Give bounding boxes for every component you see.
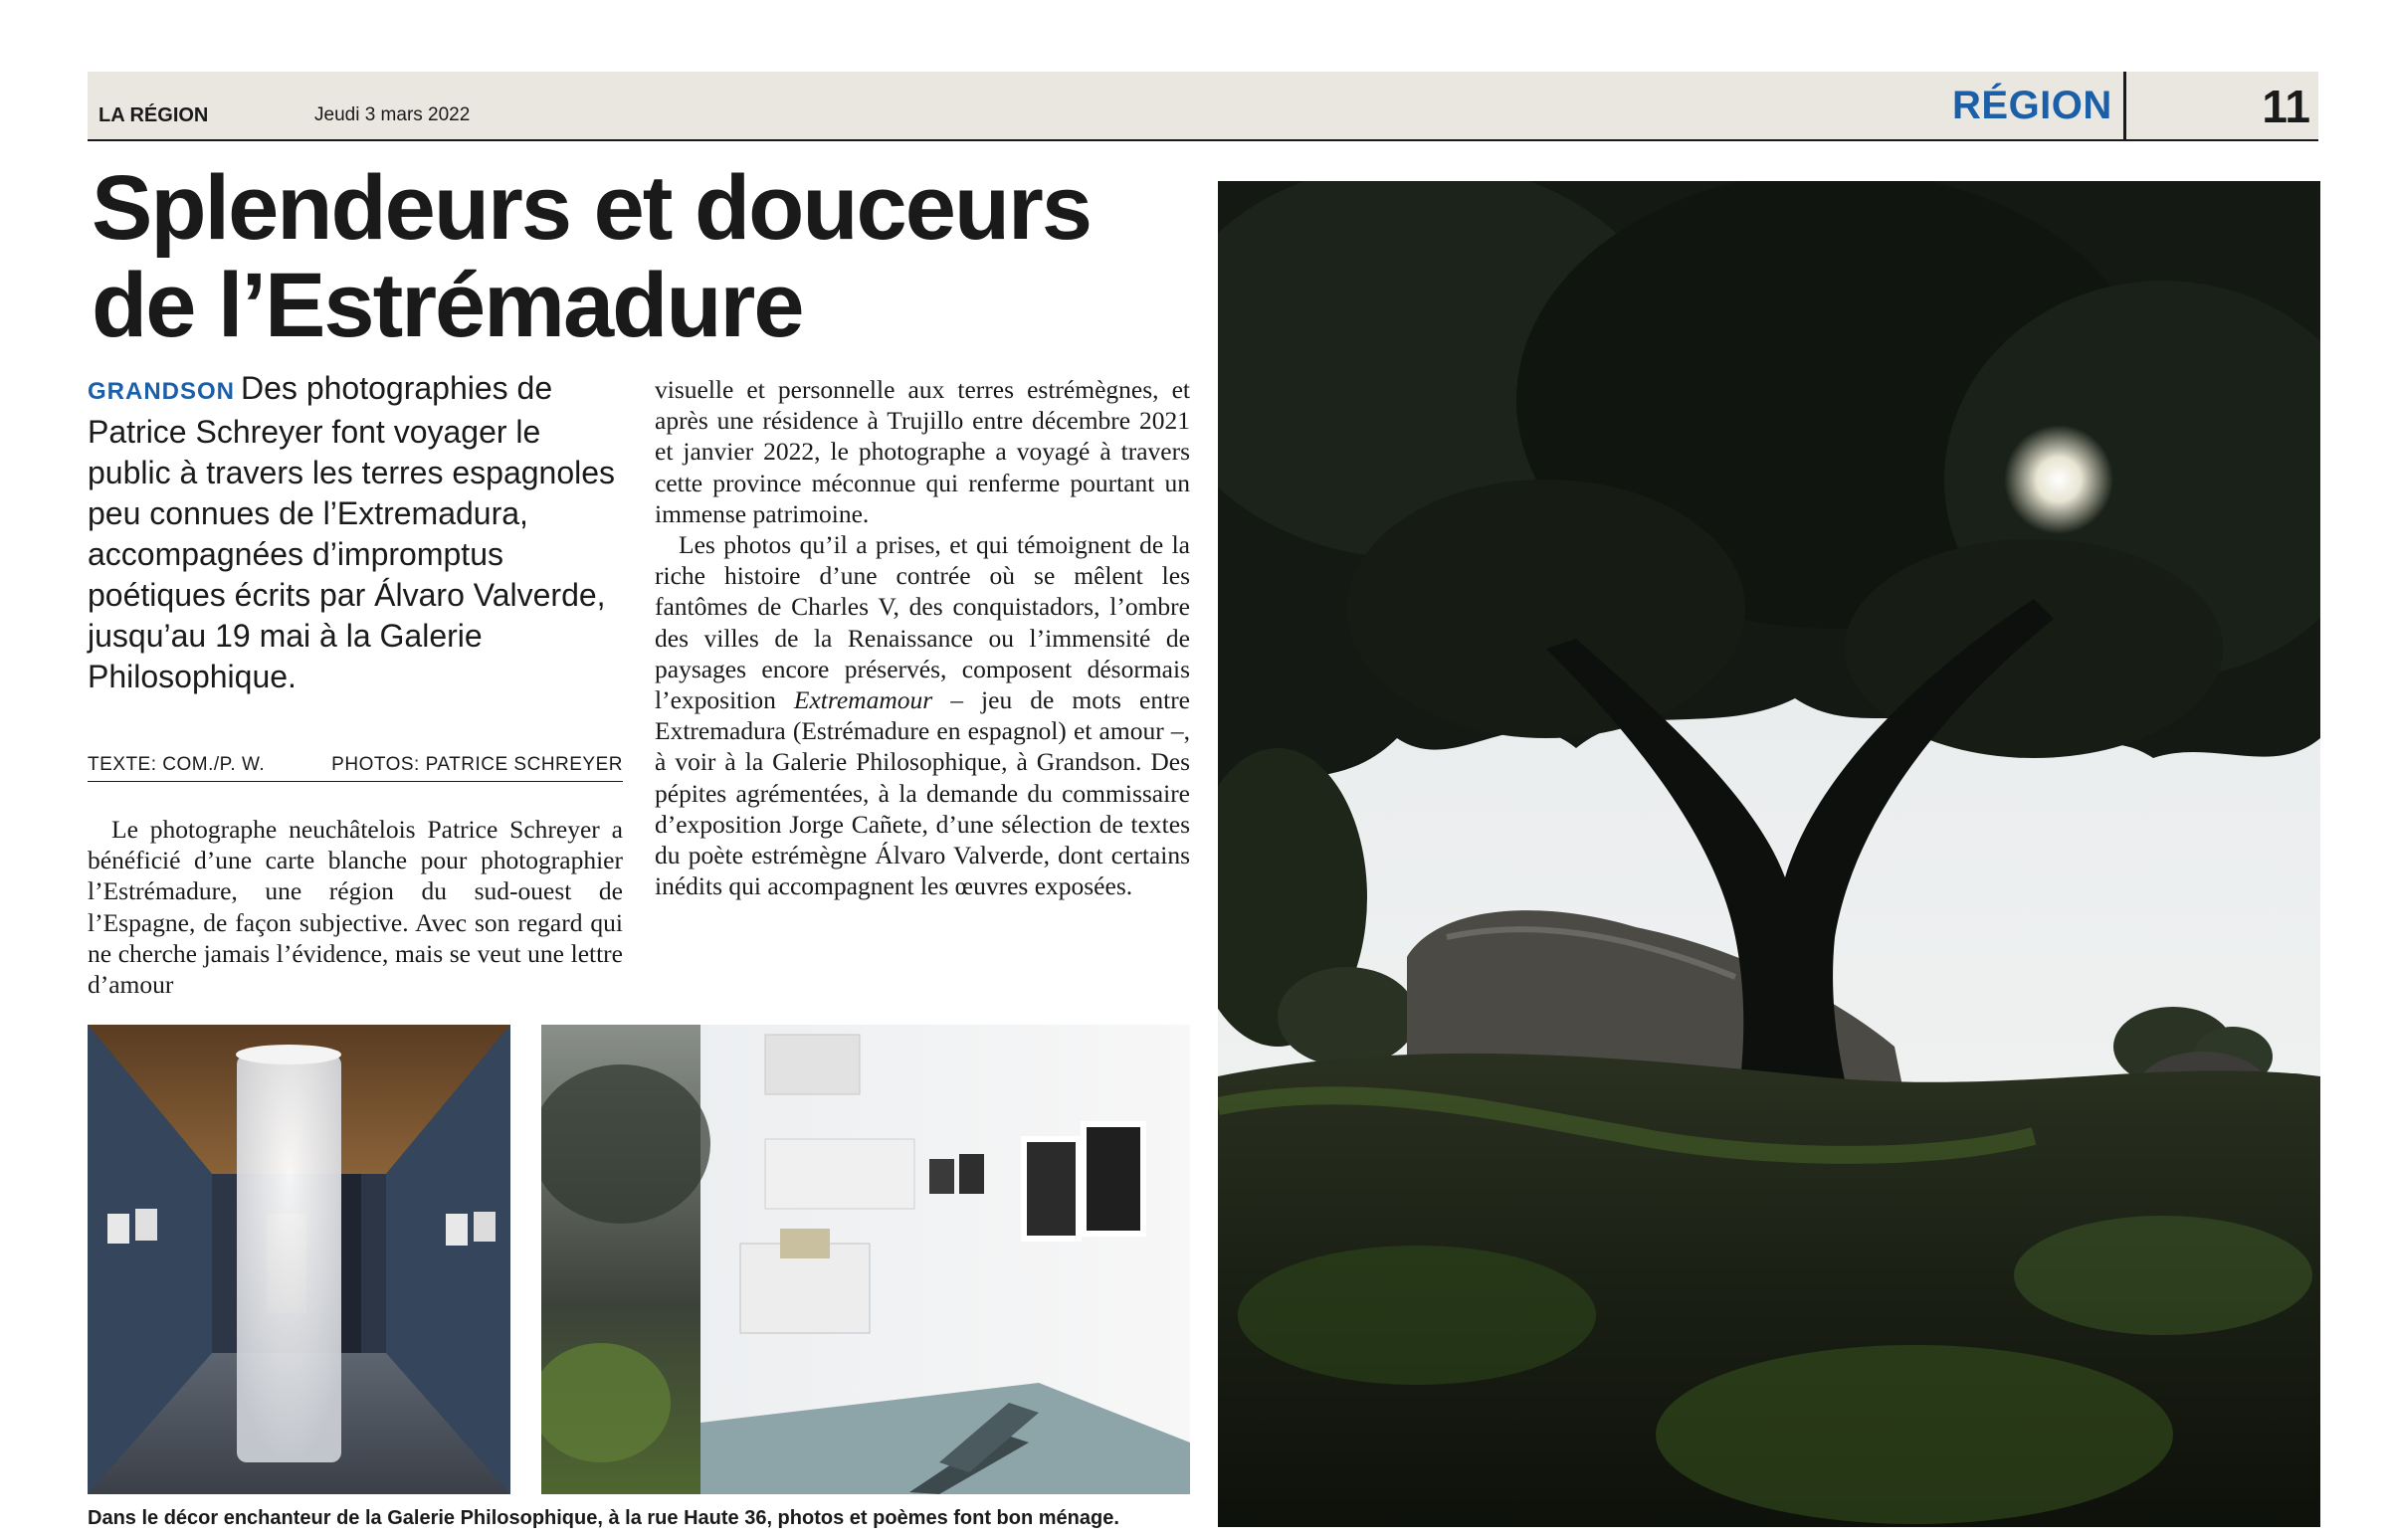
article-headline	[92, 159, 1206, 354]
credit-photos: PHOTOS: PATRICE SCHREYER	[331, 754, 623, 775]
headline-line-1: Splendeurs et douceurs	[92, 157, 1092, 259]
article-kicker: GRANDSON	[88, 378, 236, 405]
newspaper-name: LA RÉGION	[99, 104, 209, 126]
issue-date: Jeudi 3 mars 2022	[314, 104, 471, 125]
page-number: 11	[2262, 81, 2310, 132]
article-lead	[88, 368, 625, 697]
gallery-room-image	[541, 1025, 1190, 1494]
body-paragraph: Le photographe neuchâtelois Patrice Schreyer a bénéficié d’une carte blanche pour photographier l’Estrémadure, une région du sud-ouest de l’Espagne, de façon subjective. Avec son regard qui ne cherche jamais l’évidence, mais se veut une lettre d’amour	[88, 815, 623, 1000]
body-text: Les photos qu’il a prises, et qui témoignent de la riche histoire d’une contrée où se mêlent les fantômes de Charles V, des conquistadors, l’ombre des villes de la Renaissance ou l’immensité de paysages encore préservés, composent désormais l’exposition	[655, 530, 1190, 715]
section-title: RÉGION	[1952, 84, 2112, 127]
gallery-corridor-image	[88, 1025, 510, 1494]
body-column-1	[88, 814, 623, 1000]
oak-tree-image	[1218, 181, 2320, 1527]
headline-line-2: de l’Estrémadure	[92, 255, 803, 356]
body-text: – jeu de mots entre Extremadura (Estrémadure en espagnol) et amour –, à voir à la Galerie Philosophique, à Grandson. Des pépites agrémentées, à la demande du commissaire d’exposition Jorge Cañete, d’une sélection de textes du poète estrémègne Álvaro Valverde, dont certains inédits qui accompagnent les œuvres exposées.	[655, 685, 1190, 901]
header-divider	[2123, 72, 2126, 141]
photo-caption: Dans le décor enchanteur de la Galerie Philosophique, à la rue Haute 36, photos et poèmes font bon ménage.	[88, 1507, 1119, 1529]
photo-gallery-corridor	[88, 1025, 510, 1494]
lead-text: Des photographies de Patrice Schreyer font voyager le public à travers les terres espagnoles peu connues de l’Extremadura, accompagnées d’impromptus poétiques écrits par Álvaro Valverde, jusqu’au 19 mai à la Galerie Philosophique.	[88, 370, 616, 694]
body-paragraph: visuelle et personnelle aux terres estrémègnes, et après une résidence à Trujillo entre décembre 2021 et janvier 2022, le photographe a voyagé à travers cette province méconnue qui renferme pourtant un immense patrimoine.	[655, 375, 1190, 528]
photo-oak-tree	[1218, 181, 2320, 1527]
body-column-2	[655, 374, 1190, 901]
exhibition-title: Extremamour	[793, 685, 933, 715]
credit-text: TEXTE: COM./P. W.	[88, 754, 266, 775]
body-paragraph	[655, 529, 1190, 901]
photo-gallery-room	[541, 1025, 1190, 1494]
article-credits	[88, 754, 623, 782]
